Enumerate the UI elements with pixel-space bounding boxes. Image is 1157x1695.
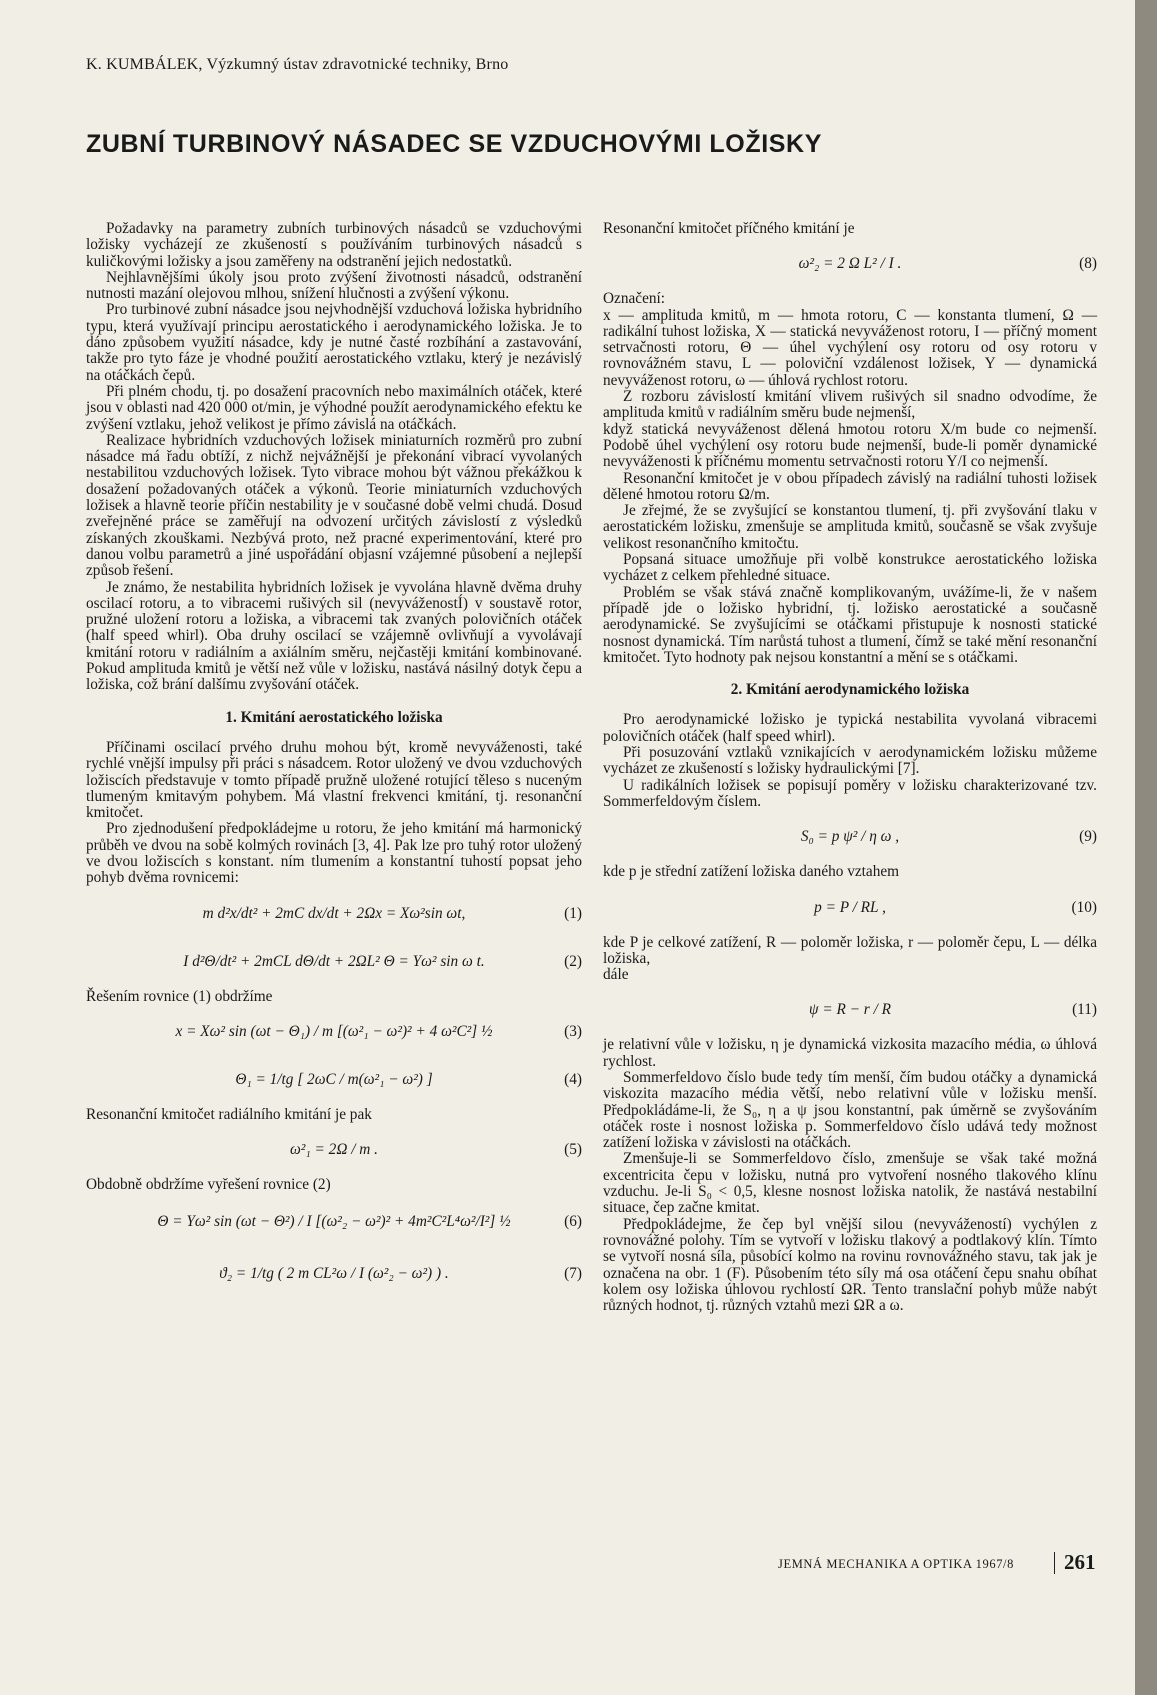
equation-number: (4) [564,1070,582,1088]
equation-number: (2) [564,952,582,970]
equation-body: m d²x/dt² + 2mC dx/dt + 2Ωx = Xω²sin ωt, [202,904,466,922]
paragraph: Problém se však stává značně komplikovaným, uvážíme-li, že v našem případě jde o ložisko hybridní, tj. ložisko aerostatické a současně aerodynamické. Se zvyšujícími se otáčkami přistupuje k nosnosti statické nosnost dynamická. Tím narůstá tuhost a tlumení, čímž se také mění resonanční kmitočet. Tyto hodnoty pak nejsou konstantní a mění se s otáčkami. [603,583,1097,666]
journal-footer: JEMNÁ MECHANIKA A OPTIKA 1967/8 [778,1557,1014,1571]
paragraph: Pro turbinové zubní násadce jsou nejvhodnější vzduchová ložiska hybridního typu, která využívají principu aerostatického i aerodynamického ložiska. Je to dáno způsobem využití násadce, kdy je nutné časté rozbíhání a zastavování, takže pro tyto fáze je vhodné použití aerostatického vztlaku, který je nezávislý na otáčkách čepů. [86,301,582,384]
equation-body: ψ = R − r / R [809,1001,891,1019]
equation-number: (10) [1071,898,1097,916]
paragraph: Pro aerodynamické ložisko je typická nestabilita vyvolaná vibracemi polovičních otáček (half speed whirl). [603,711,1097,745]
paragraph: x — amplituda kmitů, m — hmota rotoru, C — konstanta tlumení, Ω — radikální tuhost ložiska, X — statická nevyváženost rotoru, I — příčný moment setrvačnosti rotoru, Θ — úhel vychýlení osy rotoru od osy rotoru v rovnovážném stavu, L — poloviční vzdálenost ložisek, Y — dynamická nevyváženost rotoru, ω — úhlová rychlost rotoru. [603,306,1097,389]
equation [86,1129,582,1171]
paragraph: je relativní vůle v ložisku, η je dynamická vizkosita mazacího média, ω úhlová rychlost. [603,1036,1097,1070]
paragraph: Při posuzování vztlaků vznikajících v aerodynamickém ložisku můžeme vycházet ze zkušeností s ložisky hydraulickými [7]. [603,744,1097,778]
equation [86,1199,582,1245]
equation-body: Θ = Yω² sin (ωt − Θ²) / I [(ω²₂ − ω²)² + 4m²C²L⁴ω²/I²] ½ [157,1213,511,1231]
equation [603,989,1097,1031]
equation-number: (1) [564,904,582,922]
right-column [603,221,1097,1314]
paragraph: Obdobně obdržíme vyřešení rovnice (2) [86,1176,331,1194]
paragraph: Resonanční kmitočet radiálního kmitání je pak [86,1105,372,1123]
paragraph: Resonanční kmitočet je v obou případech závislý na radiální tuhosti ložisek dělené hmotou rotoru Ω/m. [603,469,1097,503]
paragraph: Je zřejmé, že se zvyšující se konstantou tlumení, tj. při zvyšování tlaku v aerostatickém ložisku, zmenšuje se amplituda kmitů, současně se však zvyšuje velikost resonančního kmitočtu. [603,502,1097,552]
page-number: 261 [1064,1550,1096,1574]
paragraph: Zmenšuje-li se Sommerfeldovo číslo, zmenšuje se však také možná excentricita čepu v ložisku, nutná pro vytvoření nosného tlakového klínu vzduchu. Je-li S₀ < 0,5, klesne nosnost ložiska natolik, že nastává nestabilní situace, čep začne kmitat. [603,1150,1097,1217]
equation-body: ω²₁ = 2Ω / m . [290,1141,378,1159]
equation-number: (3) [564,1022,582,1040]
paragraph: Realizace hybridních vzduchových ložisek miniaturních rozměrů pro zubní násadce má řadu obtíží, z nichž nejvážnější je překonání vibrací vyvolaných nestabilitou vzduchových ložisek. Tyto vibrace mohou být vážnou překážkou k dosažení požadovaných otáček a výkonů. Teorie miniaturních vzduchových ložisek a hlavně teorie příčin nestability je v současné době velmi chudá. Dosud zveřejněné práce se zaměřují na odvození určitých závislostí z výsledků získaných zkouškami. Nezbývá proto, než pracné experimentování, které pro danou volbu parametrů a jiné uspořádání objasní vzájemné působení a nejlepší způsob řešení. [86,431,582,580]
equation [86,1059,582,1101]
paragraph: Označení: [603,290,666,308]
book-spine-edge [1135,0,1157,1695]
equation [86,893,582,935]
author-line: K. KUMBÁLEK, Výzkumný ústav zdravotnické techniky, Brno [86,56,509,73]
paragraph: Předpokládejme, že čep byl vnější silou (nevyvážeností) vychýlen z rovnovážné polohy. Tím se vytvoří v ložisku tlakový a podtlakový klín. Tímto se vytvoří nosná síla, působící kolmo na rovinu rovnovážného stavu, tak jak je označena na obr. 1 (F). Působením této síly má osa otáčení čepu snahu obíhat kolem osy ložiska úhlovou rychlostí ΩR. Tento translační pohyb může nabýt různých hodnot, tj. různých vztahů mezi ΩR a ω. [603,1215,1097,1315]
section-heading: 1. Kmitání aerostatického ložiska [225,708,443,726]
equation-number: (7) [564,1265,582,1283]
paragraph: když statická nevyváženost dělená hmotou rotoru X/m bude co nejmenší. Podobě úhel vychýlení osy rotoru bude nejmenší, bude-li poměr dynamické nevyváženosti k příčnému momentu setrvačnosti rotoru Y/I co nejmenší. [603,420,1097,471]
equation-number: (8) [1079,255,1097,273]
paragraph: dále [603,966,629,984]
equation [86,1011,582,1053]
equation-number: (9) [1079,828,1097,846]
equation-body: x = Xω² sin (ωt − Θ₁) / m [(ω²₁ − ω²)² + 4 ω²C²] ½ [175,1022,493,1040]
paragraph: Řešením rovnice (1) obdržíme [86,987,273,1005]
equation [603,816,1097,858]
equation [603,243,1097,285]
paragraph: U radikálních ložisek se popisují poměry v ložisku charakterizované tzv. Sommerfeldovým číslem. [603,776,1097,810]
paragraph: Je známo, že nestabilita hybridních ložisek je vyvolána hlavně dvěma druhy oscilací rotoru, a to vibracemi rušivých sil (nevyváženostÍ) v soustavě rotor, pružné uložení rotoru a ložiska, a vibracemi tak zvaných polovičních otáček (half speed whirl). Oba druhy oscilací se vzájemně ovlivňují a vyvolávají kmitání rotoru v radiálním a axiálním směru, nejčastěji kmitání kombinované. Pokud amplituda kmitů je větší než vůle v ložisku, nastává násilný dotyk čepu a ložiska, což brání dalšímu zvyšování otáček. [86,578,582,694]
equation-number: (6) [564,1213,582,1231]
paragraph: Sommerfeldovo číslo bude tedy tím menší, čím budou otáčky a dynamická viskozita mazacího média větší, nebo relativní vůle v ložisku menší. Předpokládáme-li, že S₀, η a ψ jsou konstantní, pak úměrně se zvyšováním otáček roste i nosnost ložiska p. Sommerfeldovo číslo udává tedy možnost zatížení ložiska v závislosti na otáčkách. [603,1068,1097,1152]
equation-body: I d²Θ/dt² + 2mCL dΘ/dt + 2ΩL² Θ = Yω² sin ω t. [183,952,485,970]
paragraph: Při plném chodu, tj. po dosažení pracovních nebo maximálních otáček, které jsou v oblasti nad 420 000 ot/min, je výhodné použít aerodynamického efektu ke zvýšení vztlaku, jehož velikost je přímo závislá na otáčkách. [86,382,582,433]
paragraph: Z rozboru závislostí kmitání vlivem rušivých sil snadno odvodíme, že amplituda kmitů v radiálním směru bude nejmenší, [603,388,1097,422]
paragraph: Popsaná situace umožňuje při volbě konstrukce aerostatického ložiska vycházet z celkem přehledné situace. [603,551,1097,585]
equation-body: ϑ₂ = 1/tg ( 2 m CL²ω / I (ω²₂ − ω²) ) . [219,1265,449,1283]
paragraph: Nejhlavnějšími úkoly jsou proto zvýšení životnosti násadců, odstranění nutnosti mazání olejovou mlhou, snížení hlučnosti a zvýšení výkonu. [86,268,582,303]
equation-body: Θ₁ = 1/tg [ 2ωC / m(ω²₁ − ω²) ] [235,1070,433,1088]
paragraph: Pro zjednodušení předpokládejme u rotoru, že jeho kmitání má harmonický průběh ve dvou na sobě kolmých rovinách [3, 4]. Pak lze pro tuhý rotor uložený ve dvou ložiscích s konstant. ním tlumením a konstantní tuhostí popsat jeho pohyb dvěma rovnicemi: [86,820,582,887]
equation-number: (11) [1072,1001,1097,1019]
section-heading: 2. Kmitání aerodynamického ložiska [730,681,970,699]
paragraph: Resonanční kmitočet příčného kmitání je [603,220,855,237]
article-title: ZUBNÍ TURBINOVÝ NÁSADEC SE VZDUCHOVÝMI LOŽISKY [86,130,822,158]
equation-body: p = P / RL , [814,898,886,916]
equation [603,887,1097,929]
equation-number: (5) [564,1141,582,1159]
paragraph: Příčinami oscilací prvého druhu mohou být, kromě nevyváženosti, také rychlé vnější impulsy při práci s násadcem. Rotor uložený ve dvou vzduchových ložiscích představuje v tomto případě pružně uložené rotující těleso s nuceným tlumeným kmitavým pohybem. Má vlastní frekvenci kmitání, tj. resonanční kmitočet. [86,738,582,822]
left-column [86,221,582,1303]
paragraph: kde p je střední zatížení ložiska daného vztahem [603,863,900,881]
paragraph: kde P je celkové zatížení, R — poloměr ložiska, r — poloměr čepu, L — délka ložiska, [603,933,1097,967]
equation-body: S₀ = p ψ² / η ω , [800,828,900,846]
equation [86,941,582,983]
equation-body: ω²₂ = 2 Ω L² / I . [798,255,902,273]
footer-divider [1054,1552,1055,1574]
equation [86,1251,582,1297]
paragraph: Požadavky na parametry zubních turbinových násadců se vzduchovými ložisky vycházejí ze zkušeností s používáním turbinových násadců s kuličkovými ložisky a jsou zaměřeny na odstranění jejich nedostatků. [86,220,582,270]
